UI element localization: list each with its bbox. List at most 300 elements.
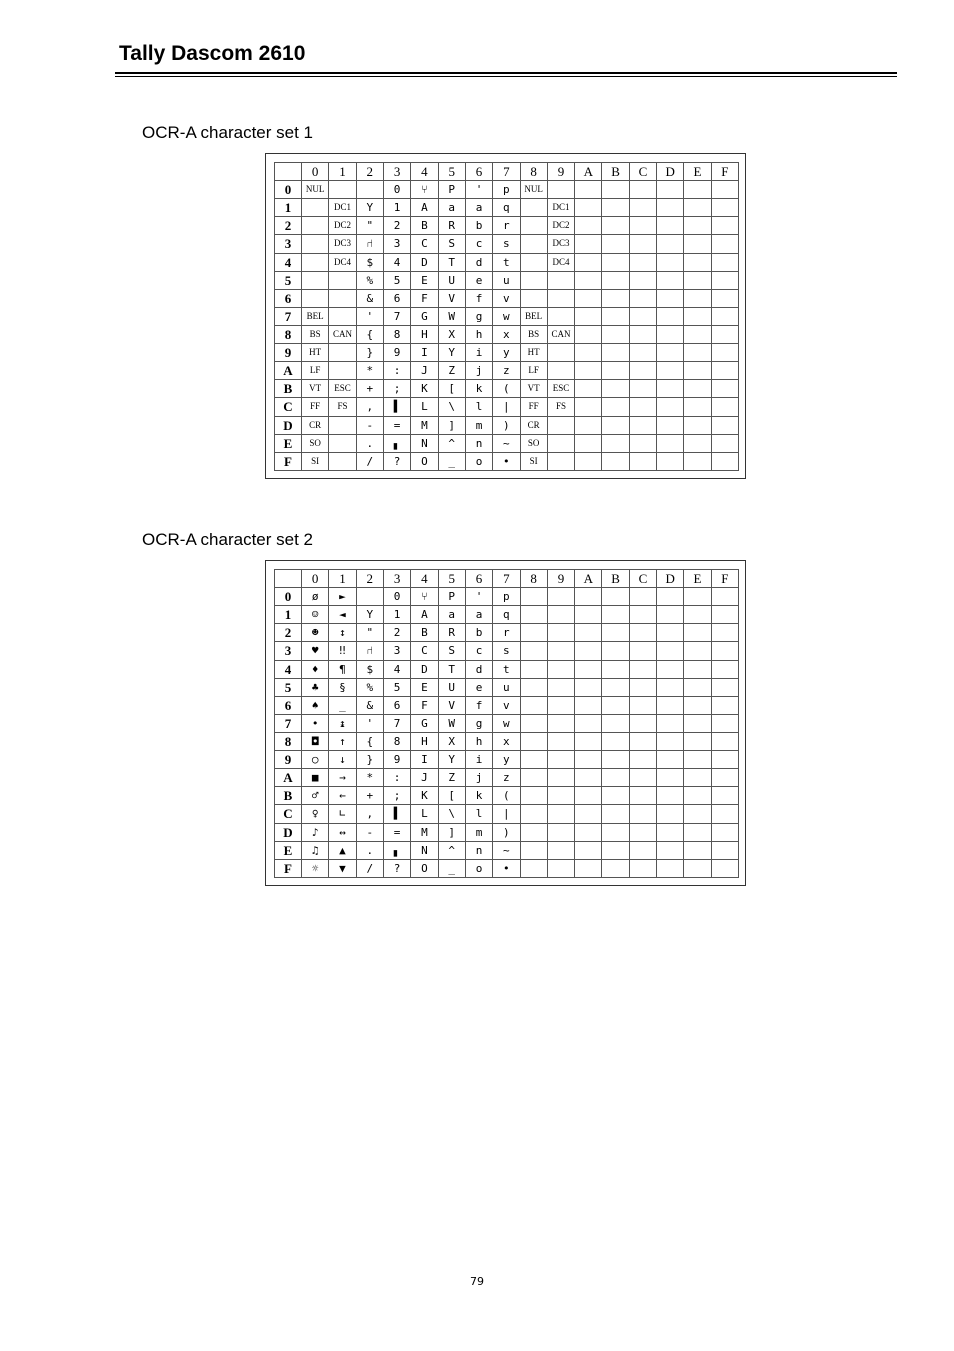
- char-cell: [629, 660, 656, 678]
- char-cell: [602, 751, 629, 769]
- char-cell: [711, 253, 738, 271]
- char-cell: ■: [302, 769, 329, 787]
- char-cell: E: [411, 678, 438, 696]
- char-cell: [520, 606, 547, 624]
- char-cell: [575, 398, 602, 416]
- char-cell: ;: [383, 380, 410, 398]
- char-cell: BEL: [520, 307, 547, 325]
- char-cell: [602, 859, 629, 877]
- char-cell: y: [493, 751, 520, 769]
- column-header: 0: [302, 163, 329, 181]
- column-header: C: [629, 163, 656, 181]
- char-cell: BS: [520, 325, 547, 343]
- char-cell: [575, 181, 602, 199]
- char-cell: 8: [383, 325, 410, 343]
- char-cell: SI: [520, 452, 547, 470]
- char-cell: k: [465, 787, 492, 805]
- char-cell: DC3: [329, 235, 356, 253]
- char-cell: [520, 751, 547, 769]
- char-cell: SO: [302, 434, 329, 452]
- char-cell: [575, 289, 602, 307]
- char-cell: [684, 769, 711, 787]
- charset-table-frame-2: [265, 560, 746, 886]
- char-cell: [684, 859, 711, 877]
- char-cell: [575, 362, 602, 380]
- char-cell: &: [356, 289, 383, 307]
- header-rule: [115, 72, 897, 74]
- char-cell: [602, 769, 629, 787]
- char-cell: [657, 696, 684, 714]
- row-header: A: [275, 362, 302, 380]
- row-header: 8: [275, 732, 302, 750]
- char-cell: [657, 217, 684, 235]
- char-cell: DC2: [329, 217, 356, 235]
- char-cell: [547, 714, 574, 732]
- row-header: B: [275, 787, 302, 805]
- char-cell: ←: [329, 787, 356, 805]
- char-cell: r: [493, 624, 520, 642]
- char-cell: ▲: [329, 841, 356, 859]
- char-cell: K: [411, 787, 438, 805]
- column-header: 1: [329, 570, 356, 588]
- char-cell: [575, 714, 602, 732]
- row-header: D: [275, 823, 302, 841]
- char-cell: =: [383, 823, 410, 841]
- char-cell: DC2: [547, 217, 574, 235]
- char-cell: %: [356, 678, 383, 696]
- char-cell: 5: [383, 678, 410, 696]
- char-cell: ‼: [329, 642, 356, 660]
- char-cell: [629, 253, 656, 271]
- char-cell: o: [465, 859, 492, 877]
- char-cell: ?: [383, 859, 410, 877]
- char-cell: |: [493, 398, 520, 416]
- char-cell: U: [438, 271, 465, 289]
- table-row: [275, 769, 739, 787]
- char-cell: [711, 235, 738, 253]
- char-cell: ,: [356, 805, 383, 823]
- table-row: [275, 217, 739, 235]
- char-cell: [684, 624, 711, 642]
- char-cell: [602, 289, 629, 307]
- table-row: [275, 452, 739, 470]
- char-cell: (: [493, 787, 520, 805]
- char-cell: G: [411, 307, 438, 325]
- char-cell: [547, 181, 574, 199]
- char-cell: Z: [438, 769, 465, 787]
- char-cell: [684, 714, 711, 732]
- char-cell: 6: [383, 289, 410, 307]
- char-cell: §: [329, 678, 356, 696]
- char-cell: [602, 344, 629, 362]
- char-cell: -: [356, 416, 383, 434]
- char-cell: [302, 235, 329, 253]
- char-cell: [684, 325, 711, 343]
- char-cell: r: [493, 217, 520, 235]
- char-cell: [684, 253, 711, 271]
- row-header: F: [275, 859, 302, 877]
- char-cell: [657, 181, 684, 199]
- column-header: C: [629, 570, 656, 588]
- table-row: [275, 380, 739, 398]
- char-cell: v: [493, 289, 520, 307]
- char-cell: [629, 325, 656, 343]
- char-cell: [629, 841, 656, 859]
- char-cell: [711, 271, 738, 289]
- char-cell: o: [465, 452, 492, 470]
- char-cell: m: [465, 416, 492, 434]
- char-cell: DC3: [547, 235, 574, 253]
- char-cell: [520, 624, 547, 642]
- row-header: 2: [275, 624, 302, 642]
- char-cell: [684, 235, 711, 253]
- char-cell: •: [493, 452, 520, 470]
- char-cell: [684, 823, 711, 841]
- char-cell: [629, 823, 656, 841]
- char-cell: q: [493, 606, 520, 624]
- table-row: [275, 253, 739, 271]
- char-cell: [602, 253, 629, 271]
- char-cell: X: [438, 325, 465, 343]
- column-header: B: [602, 570, 629, 588]
- char-cell: [602, 362, 629, 380]
- char-cell: [520, 235, 547, 253]
- column-header: D: [657, 163, 684, 181]
- char-cell: [629, 398, 656, 416]
- table-row: [275, 678, 739, 696]
- char-cell: m: [465, 823, 492, 841]
- char-cell: t: [493, 660, 520, 678]
- char-cell: V: [438, 289, 465, 307]
- char-cell: &: [356, 696, 383, 714]
- char-cell: *: [356, 769, 383, 787]
- char-cell: [629, 452, 656, 470]
- char-cell: ♥: [302, 642, 329, 660]
- char-cell: [657, 434, 684, 452]
- char-cell: c: [465, 235, 492, 253]
- char-cell: h: [465, 325, 492, 343]
- char-cell: [711, 859, 738, 877]
- char-cell: 8: [383, 732, 410, 750]
- table-corner: [275, 570, 302, 588]
- char-cell: [547, 434, 574, 452]
- table-row: [275, 398, 739, 416]
- char-cell: [602, 606, 629, 624]
- char-cell: 7: [383, 714, 410, 732]
- char-cell: M: [411, 416, 438, 434]
- char-cell: |: [493, 805, 520, 823]
- char-cell: ♀: [302, 805, 329, 823]
- char-cell: [575, 732, 602, 750]
- char-cell: H: [411, 732, 438, 750]
- char-cell: ☺: [302, 606, 329, 624]
- char-cell: [575, 624, 602, 642]
- char-cell: [711, 751, 738, 769]
- char-cell: [520, 732, 547, 750]
- char-cell: _: [438, 452, 465, 470]
- char-cell: [520, 217, 547, 235]
- char-cell: i: [465, 344, 492, 362]
- char-cell: s: [493, 235, 520, 253]
- row-header: 6: [275, 289, 302, 307]
- char-cell: ▌: [383, 398, 410, 416]
- table-row: [275, 732, 739, 750]
- char-cell: [684, 732, 711, 750]
- char-cell: [520, 289, 547, 307]
- char-cell: l: [465, 805, 492, 823]
- char-cell: [575, 588, 602, 606]
- char-cell: 1: [383, 199, 410, 217]
- char-cell: [520, 823, 547, 841]
- char-cell: }: [356, 751, 383, 769]
- char-cell: [711, 606, 738, 624]
- char-cell: [575, 253, 602, 271]
- table-corner: [275, 163, 302, 181]
- char-cell: 3: [383, 235, 410, 253]
- char-cell: [547, 606, 574, 624]
- char-cell: [711, 398, 738, 416]
- char-cell: [711, 434, 738, 452]
- char-cell: [602, 235, 629, 253]
- column-header: E: [684, 570, 711, 588]
- char-cell: [575, 271, 602, 289]
- char-cell: [629, 199, 656, 217]
- char-cell: ~: [493, 841, 520, 859]
- char-cell: ☼: [302, 859, 329, 877]
- table-row: [275, 696, 739, 714]
- char-cell: z: [493, 362, 520, 380]
- char-cell: ▖: [383, 841, 410, 859]
- row-header: C: [275, 805, 302, 823]
- char-cell: a: [438, 606, 465, 624]
- column-header: 4: [411, 570, 438, 588]
- char-cell: [657, 199, 684, 217]
- char-cell: R: [438, 217, 465, 235]
- row-header: 3: [275, 642, 302, 660]
- table-row: [275, 714, 739, 732]
- char-cell: j: [465, 769, 492, 787]
- char-cell: [629, 416, 656, 434]
- row-header: C: [275, 398, 302, 416]
- char-cell: [629, 380, 656, 398]
- char-cell: [629, 217, 656, 235]
- char-cell: t: [493, 253, 520, 271]
- column-header: A: [575, 163, 602, 181]
- table-row: [275, 434, 739, 452]
- char-cell: [711, 787, 738, 805]
- char-cell: T: [438, 660, 465, 678]
- document-title: Tally Dascom 2610: [119, 42, 306, 65]
- char-cell: [575, 325, 602, 343]
- char-cell: d: [465, 253, 492, 271]
- char-cell: B: [411, 624, 438, 642]
- char-cell: [684, 271, 711, 289]
- char-cell: [602, 199, 629, 217]
- char-cell: [520, 859, 547, 877]
- char-cell: ⑁: [356, 235, 383, 253]
- char-cell: e: [465, 678, 492, 696]
- char-cell: ⑁: [356, 642, 383, 660]
- char-cell: N: [411, 434, 438, 452]
- char-cell: [575, 859, 602, 877]
- char-cell: [520, 714, 547, 732]
- char-cell: d: [465, 660, 492, 678]
- column-header: D: [657, 570, 684, 588]
- char-cell: [684, 841, 711, 859]
- char-cell: [657, 325, 684, 343]
- char-cell: SI: [302, 452, 329, 470]
- char-cell: [657, 751, 684, 769]
- column-header: 5: [438, 570, 465, 588]
- char-cell: [329, 181, 356, 199]
- char-cell: g: [465, 714, 492, 732]
- char-cell: [356, 588, 383, 606]
- char-cell: ESC: [329, 380, 356, 398]
- char-cell: [602, 416, 629, 434]
- char-cell: ': [356, 714, 383, 732]
- char-cell: [629, 181, 656, 199]
- char-cell: [575, 452, 602, 470]
- char-cell: [711, 696, 738, 714]
- char-cell: •: [493, 859, 520, 877]
- char-cell: h: [465, 732, 492, 750]
- char-cell: DC1: [547, 199, 574, 217]
- row-header: D: [275, 416, 302, 434]
- char-cell: [547, 859, 574, 877]
- table-row: [275, 606, 739, 624]
- char-cell: [602, 624, 629, 642]
- char-cell: D: [411, 253, 438, 271]
- char-cell: [520, 678, 547, 696]
- char-cell: [657, 606, 684, 624]
- char-cell: DC4: [547, 253, 574, 271]
- char-cell: [602, 271, 629, 289]
- char-cell: [657, 732, 684, 750]
- char-cell: FF: [520, 398, 547, 416]
- char-cell: +: [356, 380, 383, 398]
- char-cell: [629, 642, 656, 660]
- column-header: 2: [356, 570, 383, 588]
- char-cell: L: [411, 805, 438, 823]
- char-cell: [: [438, 380, 465, 398]
- char-cell: F: [411, 289, 438, 307]
- column-header: 0: [302, 570, 329, 588]
- char-cell: -: [356, 823, 383, 841]
- char-cell: [629, 714, 656, 732]
- char-cell: [602, 787, 629, 805]
- char-cell: [629, 606, 656, 624]
- column-header: 5: [438, 163, 465, 181]
- column-header: 4: [411, 163, 438, 181]
- char-cell: [629, 344, 656, 362]
- column-header: 7: [493, 163, 520, 181]
- row-header: 7: [275, 714, 302, 732]
- row-header: 4: [275, 660, 302, 678]
- char-cell: s: [493, 642, 520, 660]
- char-cell: /: [356, 859, 383, 877]
- table-row: [275, 289, 739, 307]
- char-cell: CAN: [547, 325, 574, 343]
- table-row: [275, 235, 739, 253]
- char-cell: [657, 362, 684, 380]
- char-cell: e: [465, 271, 492, 289]
- char-cell: [547, 787, 574, 805]
- char-cell: [575, 678, 602, 696]
- char-cell: *: [356, 362, 383, 380]
- char-cell: [684, 362, 711, 380]
- char-cell: Y: [438, 751, 465, 769]
- char-cell: :: [383, 362, 410, 380]
- char-cell: g: [465, 307, 492, 325]
- table-row: [275, 841, 739, 859]
- char-cell: [629, 805, 656, 823]
- char-cell: [602, 588, 629, 606]
- char-cell: f: [465, 289, 492, 307]
- char-cell: [329, 362, 356, 380]
- char-cell: [575, 416, 602, 434]
- column-header: F: [711, 570, 738, 588]
- char-cell: ;: [383, 787, 410, 805]
- char-cell: [547, 362, 574, 380]
- char-cell: J: [411, 769, 438, 787]
- char-cell: N: [411, 841, 438, 859]
- char-cell: [657, 660, 684, 678]
- char-cell: ,: [356, 398, 383, 416]
- char-cell: p: [493, 588, 520, 606]
- section-title-set-2: OCR-A character set 2: [142, 530, 314, 549]
- char-cell: G: [411, 714, 438, 732]
- char-cell: [711, 380, 738, 398]
- char-cell: u: [493, 271, 520, 289]
- char-cell: 9: [383, 344, 410, 362]
- row-header: 3: [275, 235, 302, 253]
- char-cell: FS: [547, 398, 574, 416]
- char-cell: j: [465, 362, 492, 380]
- table-row: [275, 362, 739, 380]
- char-cell: f: [465, 696, 492, 714]
- char-cell: 5: [383, 271, 410, 289]
- char-cell: HT: [302, 344, 329, 362]
- char-cell: [629, 271, 656, 289]
- char-cell: [329, 416, 356, 434]
- char-cell: [575, 642, 602, 660]
- char-cell: :: [383, 769, 410, 787]
- row-header: 1: [275, 606, 302, 624]
- table-row: [275, 416, 739, 434]
- char-cell: [629, 678, 656, 696]
- char-cell: }: [356, 344, 383, 362]
- char-cell: [684, 398, 711, 416]
- char-cell: n: [465, 841, 492, 859]
- char-cell: a: [465, 606, 492, 624]
- char-cell: 2: [383, 217, 410, 235]
- row-header: E: [275, 434, 302, 452]
- char-cell: H: [411, 325, 438, 343]
- char-cell: [684, 217, 711, 235]
- char-cell: I: [411, 344, 438, 362]
- char-cell: [711, 823, 738, 841]
- char-cell: [629, 362, 656, 380]
- column-header: 6: [465, 163, 492, 181]
- char-cell: T: [438, 253, 465, 271]
- char-cell: 1: [383, 606, 410, 624]
- char-cell: _: [438, 859, 465, 877]
- char-cell: [575, 787, 602, 805]
- char-cell: [711, 841, 738, 859]
- char-cell: [657, 271, 684, 289]
- char-cell: [629, 624, 656, 642]
- char-cell: NUL: [302, 181, 329, 199]
